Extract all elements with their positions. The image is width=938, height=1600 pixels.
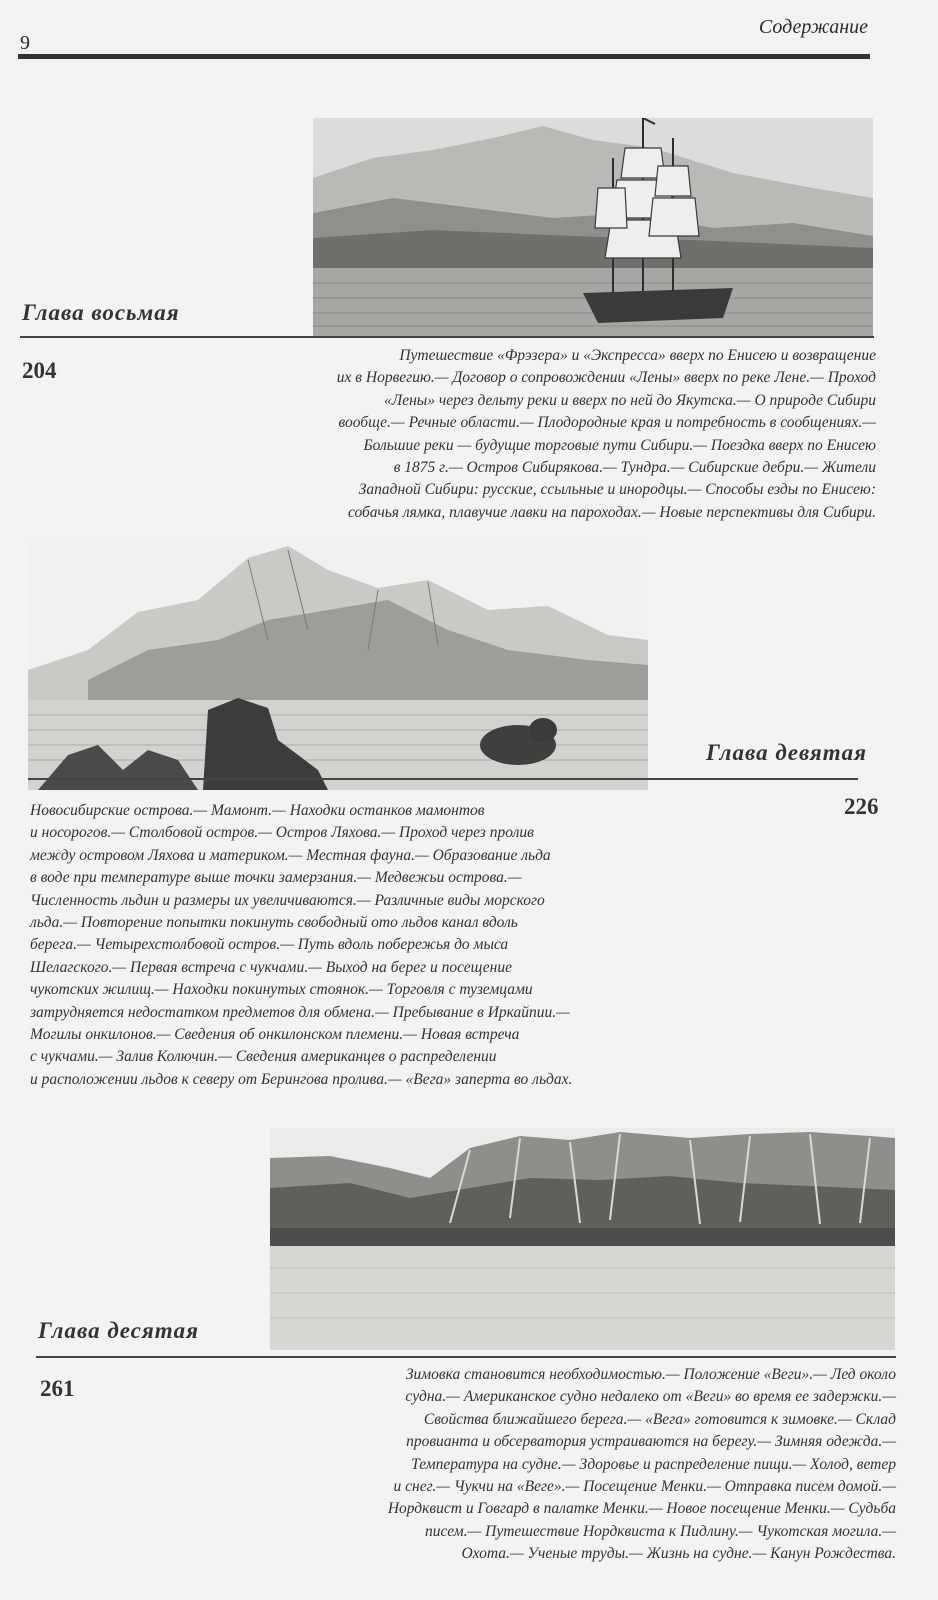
synopsis-line: писем.— Путешествие Нордквиста к Пидлину.— Чукотская могила.—	[425, 1522, 896, 1540]
ship-engraving	[313, 118, 873, 338]
synopsis-line: и носорогов.— Столбовой остров.— Остров Ляхова.— Проход через пролив	[30, 824, 534, 842]
synopsis-line: Шелагского.— Первая встреча с чукчами.— Выход на берег и посещение	[30, 958, 512, 976]
chapter-page-number: 226	[844, 794, 879, 819]
synopsis-line: Большие реки — будущие торговые пути Сибири.— Поездка вверх по Енисею	[363, 436, 876, 454]
page-number: 9	[20, 32, 30, 54]
synopsis-line: в воде при температуре выше точки замерзания.— Медвежьи острова.—	[30, 869, 522, 887]
synopsis-line: между островом Ляхова и материком.— Местная фауна.— Образование льда	[30, 846, 551, 864]
synopsis-line: Охота.— Ученые труды.— Жизнь на судне.— Канун Рождества.	[461, 1545, 896, 1563]
synopsis-line: чукотских жилищ.— Находки покинутых стоянок.— Торговля с туземцами	[30, 981, 533, 999]
chapter-synopsis	[30, 800, 790, 1091]
synopsis-line: в 1875 г.— Остров Сибирякова.— Тундра.— Сибирские дебри.— Жители	[393, 459, 876, 477]
synopsis-line: судна.— Американское судно недалеко от «Веги» во время ее задержки.—	[405, 1388, 896, 1406]
synopsis-line: Свойства ближайшего берега.— «Вега» готовится к зимовке.— Склад	[423, 1410, 896, 1428]
synopsis-line: Зимовка становится необходимостью.— Положение «Веги».— Лед около	[405, 1366, 896, 1383]
chapter-page-number: 261	[40, 1376, 75, 1401]
cliffs-engraving	[270, 1128, 895, 1350]
synopsis-line: Могилы онкилонов.— Сведения об онкилонском племени.— Новая встреча	[30, 1026, 520, 1044]
synopsis-line: «Лены» через дельту реки и вверх по ней до Якутска.— О природе Сибири	[383, 391, 876, 409]
chapter-rule	[20, 336, 874, 338]
synopsis-line: Новосибирские острова.— Мамонт.— Находки останков мамонтов	[30, 802, 485, 819]
header-rule	[18, 54, 870, 59]
chapter-page-number: 204	[22, 358, 57, 383]
chapter-rule	[28, 778, 858, 780]
chapter-title: Глава восьмая	[22, 300, 180, 325]
synopsis-line: затрудняется недостатком предметов для обмена.— Пребывание в Иркайпии.—	[30, 1003, 570, 1021]
synopsis-line: Нордквист и Говгард в палатке Менки.— Новое посещение Менки.— Судьба	[387, 1500, 896, 1518]
chapter-rule	[36, 1356, 896, 1358]
arctic-landscape-engraving	[28, 540, 648, 790]
chapter-title: Глава девятая	[706, 740, 868, 765]
synopsis-line: собачья лямка, плавучие лавки на пароходах.— Новые перспективы для Сибири.	[347, 503, 876, 521]
chapter-synopsis	[196, 1364, 896, 1566]
synopsis-line: с чукчами.— Залив Колючин.— Сведения американцев о распределении	[30, 1048, 497, 1066]
chapter-title: Глава десятая	[38, 1318, 199, 1343]
synopsis-line: провианта и обсерватория устраиваются на берегу.— Зимняя одежда.—	[406, 1433, 896, 1451]
synopsis-line: Путешествие «Фрэзера» и «Экспресса» вверх по Енисею и возвращение	[399, 347, 876, 364]
synopsis-line: и снег.— Чукчи на «Веге».— Посещение Менки.— Отправка писем домой.—	[393, 1478, 896, 1496]
synopsis-line: их в Норвегию.— Договор о сопровождении «Лены» вверх по реке Лене.— Проход	[336, 369, 876, 387]
synopsis-line: и расположении льдов к северу от Берингова пролива.— «Вега» заперта во льдах.	[30, 1070, 573, 1088]
synopsis-line: вообще.— Речные области.— Плодородные края и потребность в сообщениях.—	[338, 414, 876, 432]
chapter-synopsis	[116, 345, 876, 524]
synopsis-line: льда.— Повторение попытки покинуть свободный ото льдов канал вдоль	[30, 914, 518, 932]
synopsis-line: Температура на судне.— Здоровье и распределение пищи.— Холод, ветер	[411, 1455, 896, 1473]
synopsis-line: берега.— Четырехстолбовой остров.— Путь вдоль побережья до мыса	[30, 936, 509, 954]
running-header-title: Содержание	[758, 16, 868, 38]
synopsis-line: Численность льдин и размеры их увеличиваются.— Различные виды морского	[30, 891, 545, 909]
synopsis-line: Западной Сибири: русские, ссыльные и инородцы.— Способы езды по Енисею:	[358, 481, 876, 499]
